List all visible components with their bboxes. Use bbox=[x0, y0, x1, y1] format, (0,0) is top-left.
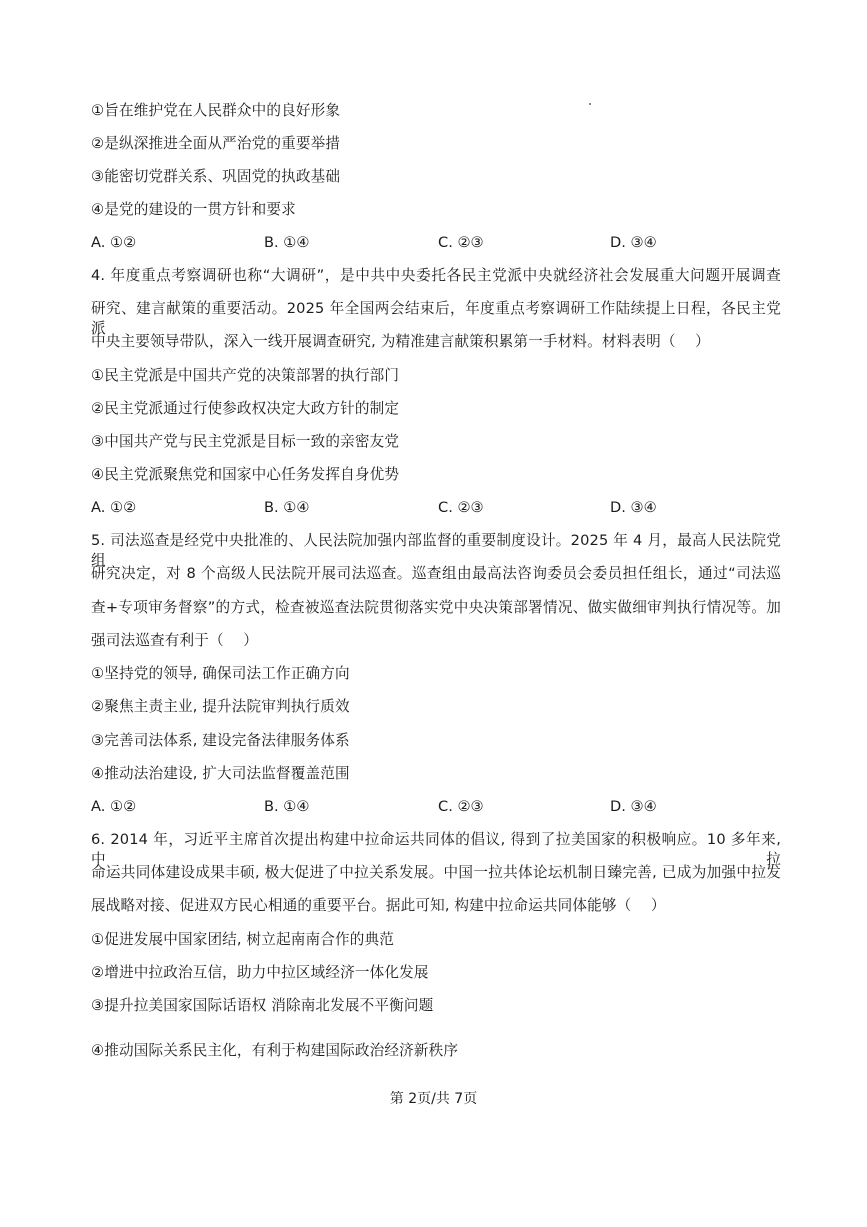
q4-item-2: ②民主党派通过行使参政权决定大政方针的制定 bbox=[91, 400, 400, 417]
q5-option-a: A. ①② bbox=[91, 798, 137, 815]
q5-stem-line-2: 研究决定，对 8 个高级人民法院开展司法巡查。巡查组由最高法咨询委员会委员担任组长，通过“司法巡 bbox=[91, 565, 781, 582]
q3-item-3: ③能密切党群关系、巩固党的执政基础 bbox=[91, 168, 341, 185]
scan-speck bbox=[589, 103, 591, 105]
q5-option-b: B. ①④ bbox=[264, 798, 310, 815]
q4-stem-line-2: 研究、建言献策的重要活动。2025 年全国两会结束后，年度重点考察调研工作陆续提上日程，各民主党派 bbox=[91, 300, 781, 337]
q5-option-c: C. ②③ bbox=[438, 798, 484, 815]
q4-option-c: C. ②③ bbox=[438, 499, 484, 516]
q4-stem-line-1: 4. 年度重点考察调研也称“大调研”，是中共中央委托各民主党派中央就经济社会发展重大问题开展调查 bbox=[91, 267, 781, 284]
q4-option-b: B. ①④ bbox=[264, 499, 310, 516]
q3-option-a: A. ①② bbox=[91, 234, 137, 251]
q6-stem-line-3: 展战略对接、促进双方民心相通的重要平台。据此可知, 构建中拉命运共同体能够（ ） bbox=[91, 897, 666, 914]
q6-item-3: ③提升拉美国家国际话语权 消除南北发展不平衡问题 bbox=[91, 997, 434, 1014]
q3-item-2: ②是纵深推进全面从严治党的重要举措 bbox=[91, 135, 341, 152]
q6-item-4: ④推动国际关系民主化，有利于构建国际政治经济新秩序 bbox=[91, 1042, 459, 1059]
q5-stem-line-1: 5. 司法巡查是经党中央批准的、人民法院加强内部监督的重要制度设计。2025 年 4 月，最高人民法院党组 bbox=[91, 532, 781, 569]
q6-item-1: ①促进发展中国家团结, 树立起南南合作的典范 bbox=[91, 931, 394, 948]
q5-stem-line-3: 查+专项审务督察”的方式，检查被巡查法院贯彻落实党中央决策部署情况、做实做细审判执行情况等。加 bbox=[91, 599, 781, 616]
q3-option-c: C. ②③ bbox=[438, 234, 484, 251]
q6-stem-line-2: 命运共同体建设成果丰硕, 极大促进了中拉关系发展。中国一拉共体论坛机制日臻完善, 已成为加强中拉发 bbox=[91, 864, 781, 881]
q5-item-2: ②聚焦主责主业, 提升法院审判执行质效 bbox=[91, 698, 350, 715]
q3-option-d: D. ③④ bbox=[610, 234, 657, 251]
q4-item-3: ③中国共产党与民主党派是目标一致的亲密友党 bbox=[91, 433, 400, 450]
q5-option-d: D. ③④ bbox=[610, 798, 657, 815]
q3-option-b: B. ①④ bbox=[264, 234, 310, 251]
q5-stem-line-4: 强司法巡查有利于（ ） bbox=[91, 632, 258, 649]
q3-item-1: ①旨在维护党在人民群众中的良好形象 bbox=[91, 102, 341, 119]
q3-item-4: ④是党的建设的一贯方针和要求 bbox=[91, 201, 296, 218]
q4-stem-line-3: 中央主要领导带队，深入一线开展调查研究, 为精准建言献策积累第一手材料。材料表明（ ） bbox=[91, 333, 710, 350]
q4-item-1: ①民主党派是中国共产党的决策部署的执行部门 bbox=[91, 367, 400, 384]
q6-stem-line-1: 6. 2014 年，习近平主席首次提出构建中拉命运共同体的倡议, 得到了拉美国家的积极响应。10 多年来, 中拉 bbox=[91, 831, 781, 868]
q6-item-2: ②增进中拉政治互信，助力中拉区域经济一体化发展 bbox=[91, 964, 429, 981]
q5-item-1: ①坚持党的领导, 确保司法工作正确方向 bbox=[91, 665, 350, 682]
page-number-footer: 第 2页/共 7页 bbox=[389, 1091, 478, 1107]
q4-option-d: D. ③④ bbox=[610, 499, 657, 516]
q5-item-4: ④推动法治建设, 扩大司法监督覆盖范围 bbox=[91, 765, 350, 782]
q4-option-a: A. ①② bbox=[91, 499, 137, 516]
q5-item-3: ③完善司法体系, 建设完备法律服务体系 bbox=[91, 732, 350, 749]
q4-item-4: ④民主党派聚焦党和国家中心任务发挥自身优势 bbox=[91, 466, 400, 483]
